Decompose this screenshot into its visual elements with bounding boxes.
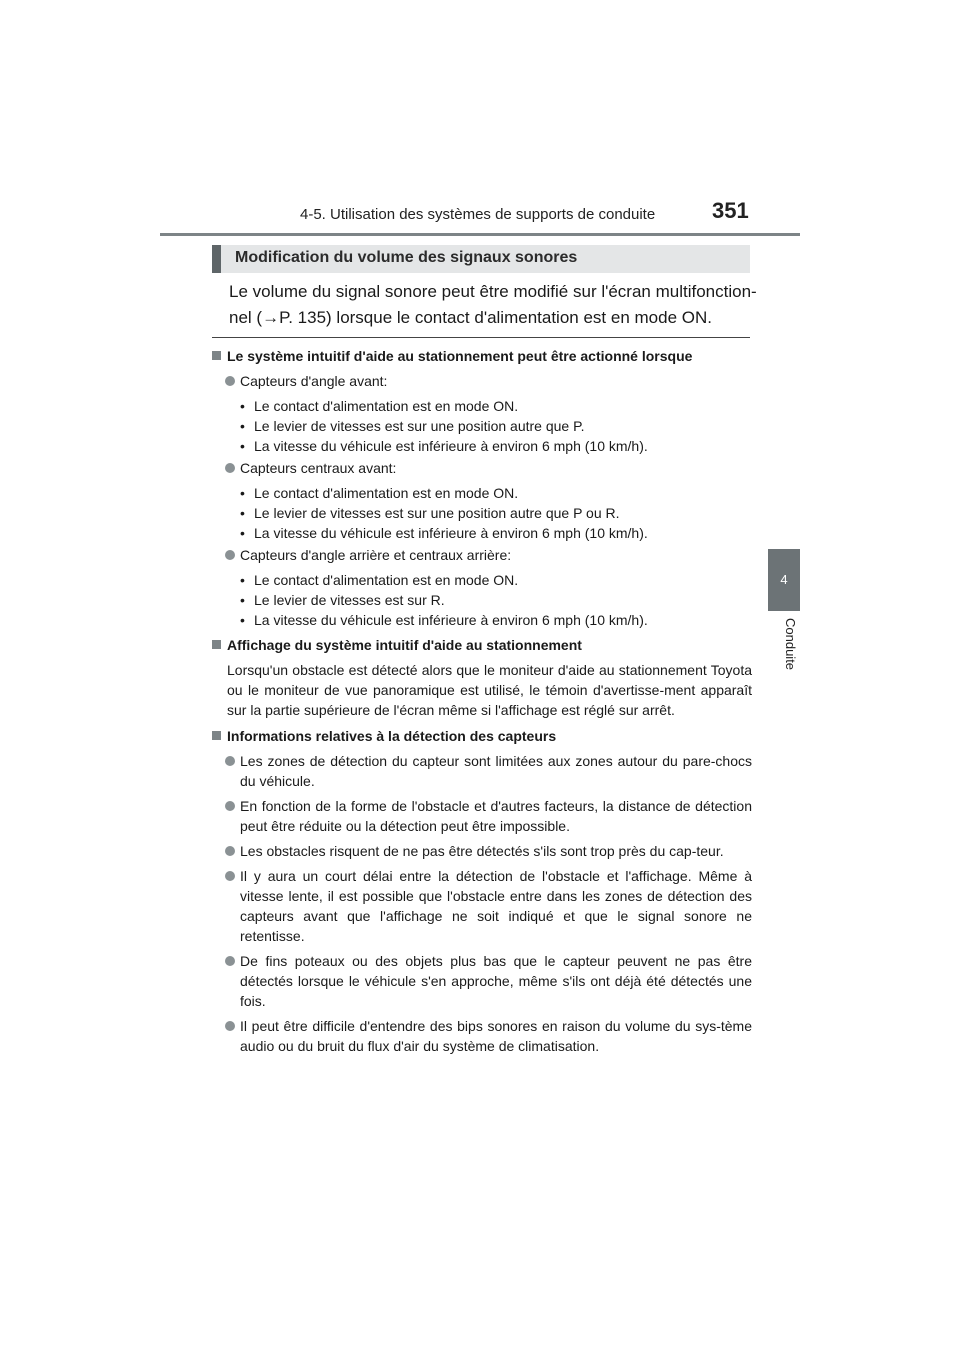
bullet-item bbox=[212, 951, 752, 1011]
sub-item: • La vitesse du véhicule est inférieure à environ 6 mph (10 km/h). bbox=[240, 612, 648, 628]
sub-item: • Le contact d'alimentation est en mode ON. bbox=[240, 485, 519, 501]
sub-item: • Le contact d'alimentation est en mode ON. bbox=[240, 572, 519, 588]
heading-display-text: Affichage du système intuitif d'aide au stationnement bbox=[227, 637, 582, 653]
sub-item-text: Le levier de vitesses est sur une position autre que P. bbox=[254, 418, 585, 434]
group-label: Capteurs d'angle avant: bbox=[240, 373, 388, 389]
bullet-item bbox=[212, 751, 752, 791]
content bbox=[212, 346, 752, 1061]
bullet-text: De fins poteaux ou des objets plus bas que le capteur peuvent ne pas être détectés lorsque le véhicule s'en approche, même s'ils ont déjà été détectés une fois. bbox=[240, 953, 752, 1009]
heading-display bbox=[212, 635, 752, 655]
sub-item-text: La vitesse du véhicule est inférieure à environ 6 mph (10 km/h). bbox=[254, 438, 648, 454]
round-bullet-icon bbox=[225, 801, 235, 811]
section-title-bar bbox=[212, 245, 750, 273]
round-bullet-icon bbox=[225, 956, 235, 966]
chapter-tab: 4 bbox=[768, 549, 800, 611]
header-rule bbox=[160, 233, 800, 236]
square-bullet-icon bbox=[212, 640, 221, 649]
sub-item: • Le levier de vitesses est sur une position autre que P. bbox=[240, 418, 585, 434]
sub-item-text: Le contact d'alimentation est en mode ON. bbox=[254, 572, 519, 588]
sub-item: • Le contact d'alimentation est en mode ON. bbox=[240, 398, 519, 414]
group-label: Capteurs centraux avant: bbox=[240, 460, 397, 476]
sub-item: • Le levier de vitesses est sur une position autre que P ou R. bbox=[240, 505, 620, 521]
square-bullet-icon bbox=[212, 351, 221, 360]
activation-group bbox=[212, 371, 752, 630]
sub-item: • La vitesse du véhicule est inférieure à environ 6 mph (10 km/h). bbox=[240, 438, 648, 454]
bullet-item bbox=[212, 841, 752, 861]
heading-activation bbox=[212, 346, 752, 366]
sub-item-text: La vitesse du véhicule est inférieure à environ 6 mph (10 km/h). bbox=[254, 612, 648, 628]
round-bullet-icon bbox=[225, 1021, 235, 1031]
heading-detection bbox=[212, 726, 752, 746]
bullet-item bbox=[212, 545, 752, 565]
round-bullet-icon bbox=[225, 550, 235, 560]
chapter-label: Conduite bbox=[783, 618, 798, 671]
intro-line-1: Le volume du signal sonore peut être modifié sur l'écran multifonction- bbox=[229, 282, 757, 301]
sub-item: • Le levier de vitesses est sur R. bbox=[240, 592, 445, 608]
square-bullet-icon bbox=[212, 731, 221, 740]
sub-list bbox=[212, 570, 752, 630]
group-label: Capteurs d'angle arrière et centraux arrière: bbox=[240, 547, 512, 563]
bullet-text: Les zones de détection du capteur sont limitées aux zones autour du pare-chocs du véhicule. bbox=[240, 753, 752, 789]
bullet-text: Il peut être difficile d'entendre des bips sonores en raison du volume du sys-tème audio ou du bruit du flux d'air du système de climatisation. bbox=[240, 1018, 752, 1054]
bullet-item bbox=[212, 371, 752, 391]
bullet-text: Il y aura un court délai entre la détection de l'obstacle et l'affichage. Même à vitesse lente, il est possible que l'obstacle entre dans les zones de détection des capteurs avant que l'affichage ne soit indiqué et que le signal sonore ne retentisse. bbox=[240, 868, 752, 944]
bullet-item bbox=[212, 866, 752, 946]
intro-line-2: nel (→P. 135) lorsque le contact d'alimentation est en mode ON. bbox=[229, 308, 712, 327]
round-bullet-icon bbox=[225, 871, 235, 881]
section-intro bbox=[229, 279, 757, 331]
display-paragraph: Lorsqu'un obstacle est détecté alors que le moniteur d'aide au stationnement Toyota ou le moniteur de vue panoramique est utilisé, le témoin d'avertisse-ment apparaît sur la partie supérieure de l'écran même si l'affichage est réglé sur arrêt. bbox=[227, 662, 752, 718]
sub-item-text: Le levier de vitesses est sur R. bbox=[254, 592, 445, 608]
section-title: Modification du volume des signaux sonores bbox=[235, 249, 578, 266]
sub-item-text: Le contact d'alimentation est en mode ON. bbox=[254, 485, 519, 501]
page-number: 351 bbox=[712, 198, 749, 223]
heading-detection-text: Informations relatives à la détection des capteurs bbox=[227, 728, 557, 744]
bullet-item bbox=[212, 458, 752, 478]
sub-list bbox=[212, 396, 752, 456]
round-bullet-icon bbox=[225, 756, 235, 766]
heading-activation-text: Le système intuitif d'aide au stationnement peut être actionné lorsque bbox=[227, 348, 693, 364]
section-divider bbox=[212, 337, 750, 338]
bullet-text: Les obstacles risquent de ne pas être détectés s'ils sont trop près du cap-teur. bbox=[240, 843, 724, 859]
sub-item: • La vitesse du véhicule est inférieure à environ 6 mph (10 km/h). bbox=[240, 525, 648, 541]
sub-item-text: La vitesse du véhicule est inférieure à environ 6 mph (10 km/h). bbox=[254, 525, 648, 541]
bullet-item bbox=[212, 1016, 752, 1056]
round-bullet-icon bbox=[225, 846, 235, 856]
bullet-text: En fonction de la forme de l'obstacle et d'autres facteurs, la distance de détection peut être réduite ou la détection peut être impossible. bbox=[240, 798, 752, 834]
sub-item-text: Le levier de vitesses est sur une position autre que P ou R. bbox=[254, 505, 620, 521]
round-bullet-icon bbox=[225, 376, 235, 386]
round-bullet-icon bbox=[225, 463, 235, 473]
bullet-item bbox=[212, 796, 752, 836]
header-section-title: 4-5. Utilisation des systèmes de supports de conduite bbox=[300, 206, 656, 223]
sub-list bbox=[212, 483, 752, 543]
sub-item-text: Le contact d'alimentation est en mode ON. bbox=[254, 398, 519, 414]
